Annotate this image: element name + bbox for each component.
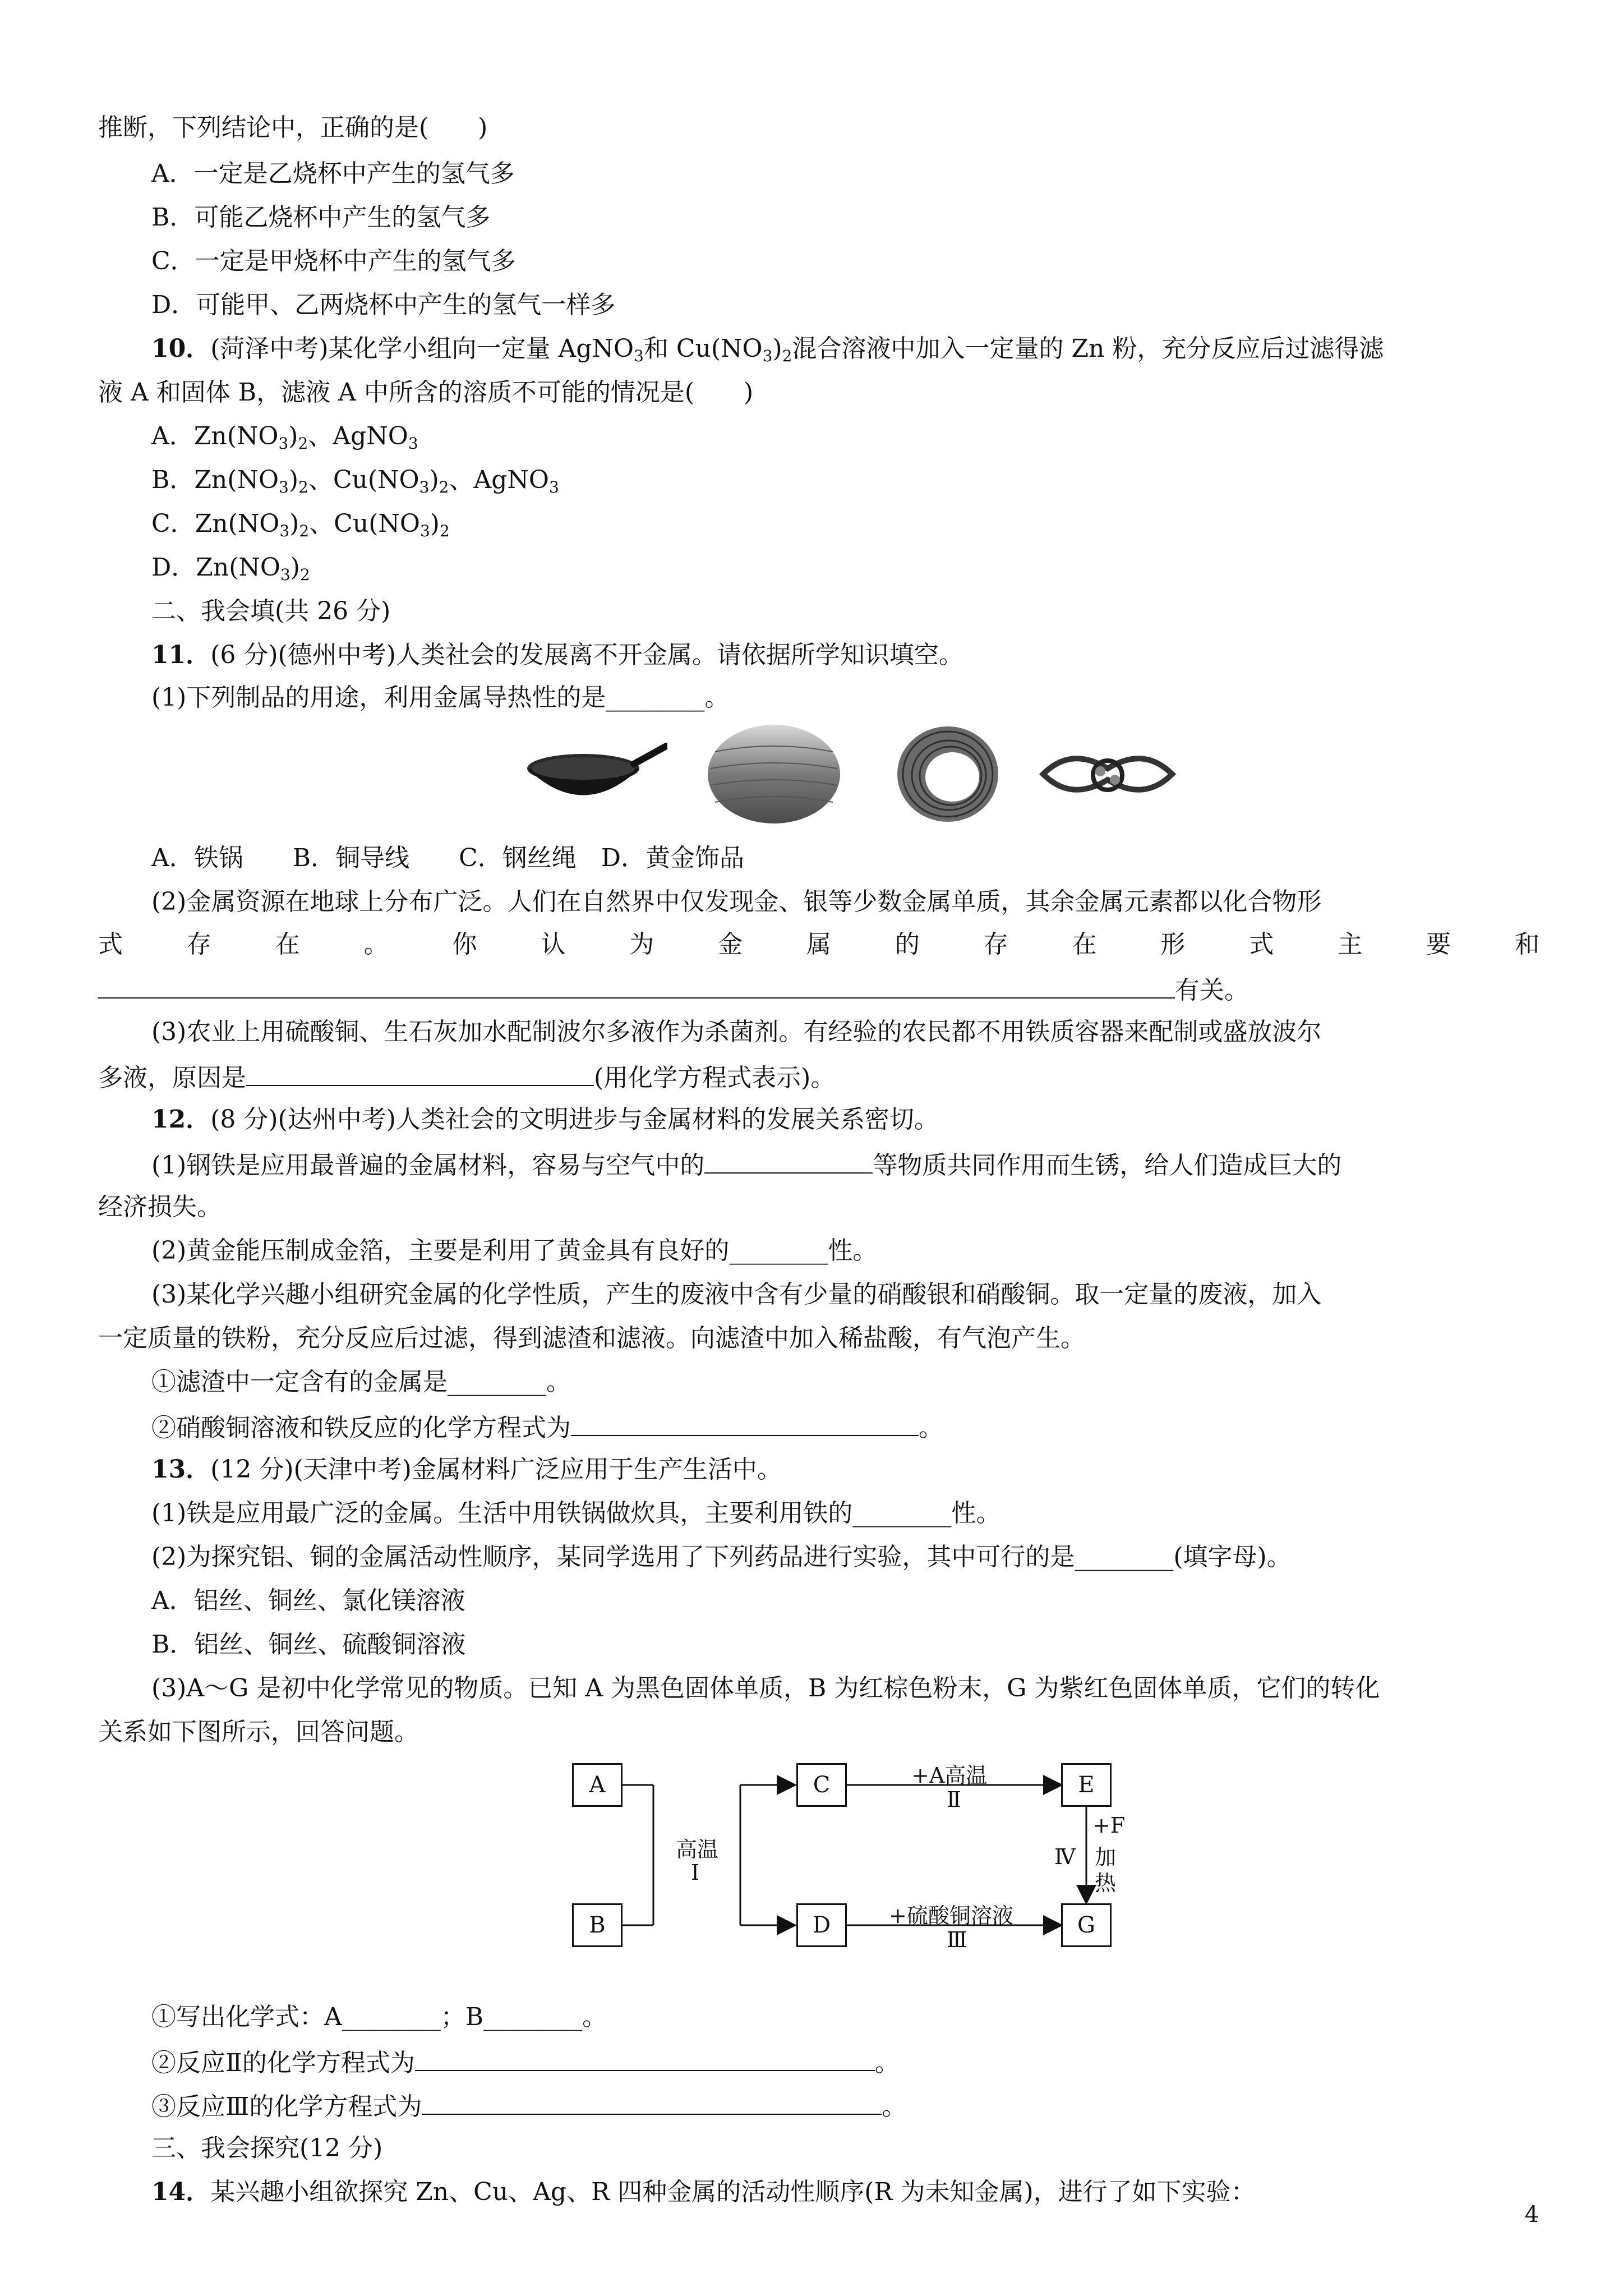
- q9-stem: 推断，下列结论中，正确的是( ): [98, 113, 488, 142]
- q11-options: A．铁锅 B．铜导线 C．钢丝绳 D．黄金饰品: [151, 844, 745, 872]
- q12-part1-line2: 经济损失。: [98, 1193, 222, 1221]
- reaction-3-label: Ⅲ: [947, 1927, 967, 1952]
- q10-option-c: C．$Zn(NO_3)_2$、$Cu(NO_3)_2$: [151, 509, 450, 540]
- q11-part1: (1)下列制品的用途，利用金属导热性的是________。: [151, 683, 730, 712]
- q13-option-b: B．铝丝、铜丝、硫酸铜溶液: [151, 1630, 466, 1659]
- reaction-flow-diagram: [572, 1761, 1133, 1952]
- q11-part3-line1: (3)农业上用硫酸铜、生石灰加水配制波尔多液作为杀菌剂。有经验的农民都不用铁质容器来配制或盛放波尔: [151, 1018, 1322, 1046]
- node-b: B: [572, 1903, 623, 1947]
- reaction-2-label: Ⅱ: [947, 1787, 961, 1812]
- section-3-heading: 三、我会探究(12 分): [151, 2134, 383, 2162]
- q13-sub2: ②反应Ⅱ的化学方程式为 。: [151, 2044, 900, 2080]
- q13-number: 13．: [151, 1455, 211, 1484]
- q12-sub1: ①滤渣中一定含有的金属是________。: [151, 1368, 571, 1396]
- reaction-3-condition: +硫酸铜溶液: [889, 1903, 1013, 1928]
- node-g: G: [1061, 1903, 1112, 1947]
- q14-number: 14．: [151, 2178, 211, 2206]
- q11-stem: 11．(6 分)(德州中考)人类社会的发展离不开金属。请依据所学知识填空。: [151, 641, 963, 669]
- q9-option-b: B．可能乙烧杯中产生的氢气多: [151, 203, 491, 232]
- q12-part3-line1: (3)某化学兴趣小组研究金属的化学性质，产生的废液中含有少量的硝酸银和硝酸铜。取一定量的废液，加入: [151, 1280, 1322, 1309]
- answer-blank[interactable]: [246, 1059, 594, 1086]
- reaction-1-label: Ⅰ: [691, 1860, 700, 1885]
- node-e: E: [1061, 1763, 1112, 1807]
- q10-stem-line1: 10．(菏泽中考)某化学小组向一定量 AgNO$_3$和 $Cu(NO_3)_2$混合溶液中加入一定量的 Zn 粉，充分反应后过滤得滤: [151, 334, 1384, 365]
- q11-part2-line2: 式 存 在 。 你 认 为 金 属 的 存 在 形 式 主 要 和: [98, 930, 1539, 959]
- q10-option-d: D．$Zn(NO_3)_2$: [151, 553, 310, 584]
- q13-stem: 13．(12 分)(天津中考)金属材料广泛应用于生产生活中。: [151, 1455, 782, 1484]
- wok-image: [522, 724, 667, 825]
- reaction-4-condition-1: +F: [1092, 1813, 1126, 1838]
- answer-blank[interactable]: [415, 2044, 875, 2071]
- q13-option-a: A．铝丝、铜丝、氯化镁溶液: [151, 1586, 465, 1615]
- q9-option-d: D．可能甲、乙两烧杯中产生的氢气一样多: [151, 291, 616, 319]
- diagram-arrows: [572, 1761, 1133, 1947]
- q11-part3-line2: 多液，原因是 (用化学方程式表示)。: [98, 1059, 835, 1095]
- q13-sub1: ①写出化学式：A________；B________。: [151, 2003, 607, 2031]
- q13-part1: (1)铁是应用最广泛的金属。生活中用铁锅做炊具，主要利用铁的________性。: [151, 1499, 1001, 1527]
- q12-number: 12．: [151, 1105, 211, 1134]
- answer-blank[interactable]: [571, 1409, 919, 1436]
- q12-part3-line2: 一定质量的铁粉，充分反应后过滤，得到滤渣和滤液。向滤渣中加入稀盐酸，有气泡产生。: [98, 1324, 1085, 1352]
- q12-sub2: ②硝酸铜溶液和铁反应的化学方程式为 。: [151, 1409, 943, 1445]
- q9-option-c: C．一定是甲烧杯中产生的氢气多: [151, 247, 516, 275]
- q12-part1-line1: (1)钢铁是应用最普遍的金属材料，容易与空气中的 等物质共同作用而生锈，给人们造成巨大的: [151, 1147, 1341, 1182]
- q10-option-b: B．$Zn(NO_3)_2$、$Cu(NO_3)_2$、AgNO$_3$: [151, 466, 559, 496]
- answer-blank[interactable]: [704, 1147, 873, 1174]
- reaction-4-condition-3: 热: [1095, 1871, 1117, 1895]
- page-number: 4: [1524, 2202, 1539, 2228]
- steel-rope-image: [892, 721, 1004, 827]
- q12-stem: 12．(8 分)(达州中考)人类社会的文明进步与金属材料的发展关系密切。: [151, 1105, 939, 1134]
- q13-sub3: ③反应Ⅲ的化学方程式为 。: [151, 2088, 906, 2124]
- node-c: C: [796, 1763, 847, 1807]
- q11-number: 11．: [151, 641, 211, 669]
- copper-wire-image: [704, 718, 844, 830]
- q10-stem-line2: 液 A 和固体 B，滤液 A 中所含的溶质不可能的情况是( ): [98, 378, 754, 407]
- q13-part3-line1: (3)A～G 是初中化学常见的物质。已知 A 为黑色固体单质，B 为红棕色粉末，G 为紫红色固体单质，它们的转化: [151, 1674, 1380, 1703]
- gold-jewelry-image: [1038, 740, 1178, 813]
- q10-option-a: A．$Zn(NO_3)_2$、AgNO$_3$: [151, 422, 418, 453]
- q12-part2: (2)黄金能压制成金箔，主要是利用了黄金具有良好的________性。: [151, 1236, 878, 1265]
- reaction-1-condition: 高温: [676, 1837, 719, 1862]
- reaction-2-condition: +A高温: [911, 1763, 988, 1788]
- q13-part3-line2: 关系如下图所示，回答问题。: [98, 1718, 419, 1746]
- section-2-heading: 二、我会填(共 26 分): [151, 597, 391, 625]
- reaction-4-condition-2: 加: [1095, 1845, 1117, 1870]
- node-a: A: [572, 1763, 623, 1807]
- node-d: D: [796, 1903, 847, 1947]
- q10-number: 10．: [151, 334, 211, 363]
- reaction-4-label: Ⅳ: [1054, 1844, 1076, 1869]
- answer-blank[interactable]: [422, 2088, 882, 2115]
- q9-option-a: A．一定是乙烧杯中产生的氢气多: [151, 159, 515, 188]
- q11-part2-line1: (2)金属资源在地球上分布广泛。人们在自然界中仅发现金、银等少数金属单质，其余金属元素都以化合物形: [151, 887, 1322, 916]
- q11-part2-line3: 有关。: [98, 972, 1249, 1007]
- q13-part2: (2)为探究铝、铜的金属活动性顺序，某同学选用了下列药品进行实验，其中可行的是________(填字母)。: [151, 1543, 1292, 1571]
- answer-blank[interactable]: [98, 972, 1175, 999]
- q14-stem: 14．某兴趣小组欲探究 Zn、Cu、Ag、R 四种金属的活动性顺序(R 为未知金属)，进行了如下实验：: [151, 2178, 1256, 2206]
